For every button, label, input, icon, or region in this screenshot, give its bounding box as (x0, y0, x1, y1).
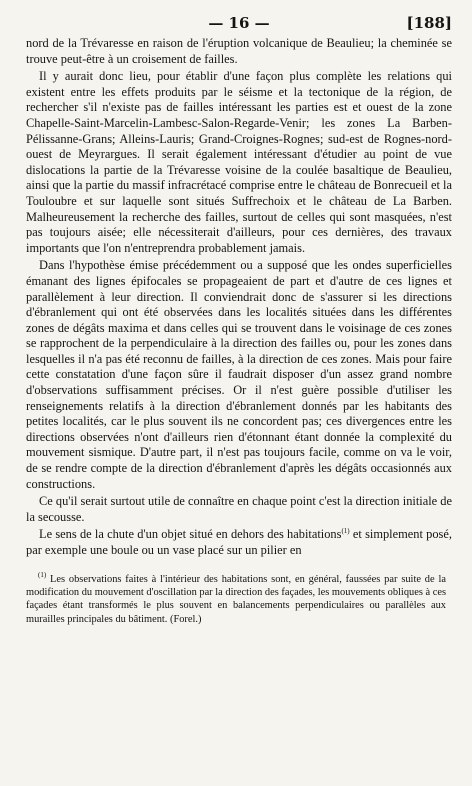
paragraph-text: Le sens de la chute d'un objet situé en dehors des habitations (39, 527, 342, 542)
body-text (26, 36, 452, 559)
footnote-separator (26, 561, 452, 573)
page-reference: [188] (406, 14, 452, 32)
footnote (26, 570, 452, 627)
paragraph: Ce qu'il serait surtout utile de connaître en chaque point c'est la direction initiale de la secousse. (26, 494, 452, 524)
footnote-reference[interactable]: (1) (341, 527, 350, 536)
page-header (26, 14, 452, 36)
paragraph-with-footnote-ref (26, 527, 452, 558)
paragraph: Dans l'hypothèse émise précédemment ou a supposé que les ondes superficielles émanant des lignes épifocales se propageaient de part et d'autre de ces lignes et parallèlement à leur direction. Il conviendrait donc de s'assurer si les directions d'ébranlement qui ont été observées dans les localités situées dans les différentes zones de dégâts maxima et dans celles qui se trouvent dans le voisinage de ces zones se rapprochent de la perpendiculaire à la direction des failles ou, pour les zones dans lesquelles il n'a pas été reconnu de failles, à la direction de ces zones. Mais pour faire cette constatation d'une façon sûre il faudrait disposer d'un assez grand nombre d'observations suffisamment précises. Or il n'est guère possible d'utiliser les renseignements relatifs à la direction d'ébranlement donnés par les habitants des petites localités, car le plus souvent ils ne concordent pas; ces divergences entre les directions observées n'ont d'ailleurs rien d'étonnant étant donnée la complexité du mouvement sismique. D'autre part, il n'est pas toujours facile, comme on va le voir, de se rendre compte de la direction d'ébranlement d'après les dégâts occasionnés aux constructions. (26, 258, 452, 491)
page-number: — 16 — (208, 14, 270, 32)
paragraph-text-cont: et simplement posé, par exemple une boule ou un vase placé sur un pilier en (26, 527, 452, 557)
paragraph-continued: nord de la Trévaresse en raison de l'éruption volcanique de Beaulieu; la cheminée se trouve peut-être à un croisement de failles. (26, 36, 452, 66)
paragraph: Il y aurait donc lieu, pour établir d'une façon plus complète les relations qui existent entre les effets produits par le séisme et la tectonique de la région, de rechercher s'il n'existe pas de failles intéressant les parties est et ouest de la zone Chapelle-Saint-Marcelin-Lambesc-Salon-Regarde-Venir; les zones La Barben-Pélissanne-Grans; Alleins-Lauris; Grand-Croignes-Rognes; sud-est de Rognes-nord-ouest de Meyrargues. Il serait également intéressant d'étudier au point de vue dislocations la partie de la Trévaresse voisine de la coulée basaltique de Beaulieu, ainsi que la partie du massif infracrétacé comprise entre le château de Bonrecueil et la Touloubre et sur laquelle sont situés Suffrechoix et le château de La Barben. Malheureusement la recherche des failles, surtout de celles qui sont masquées, n'est pas toujours aisée; elle nécessiterait d'ailleurs, pour ces dernières, des travaux importants que l'on n'entreprendra probablement jamais. (26, 69, 452, 255)
footnote-text: Les observations faites à l'intérieur des habitations sont, en général, faussées par suite de la modification du mouvement d'oscillation par la direction des façades, les mouvements obliques à ces façades étant transformés le plus souvent en balancements perpendiculaires ou parallèles aux murailles principales du bâtiment. (Forel.) (26, 573, 446, 625)
footnote-marker: (1) (38, 570, 47, 579)
